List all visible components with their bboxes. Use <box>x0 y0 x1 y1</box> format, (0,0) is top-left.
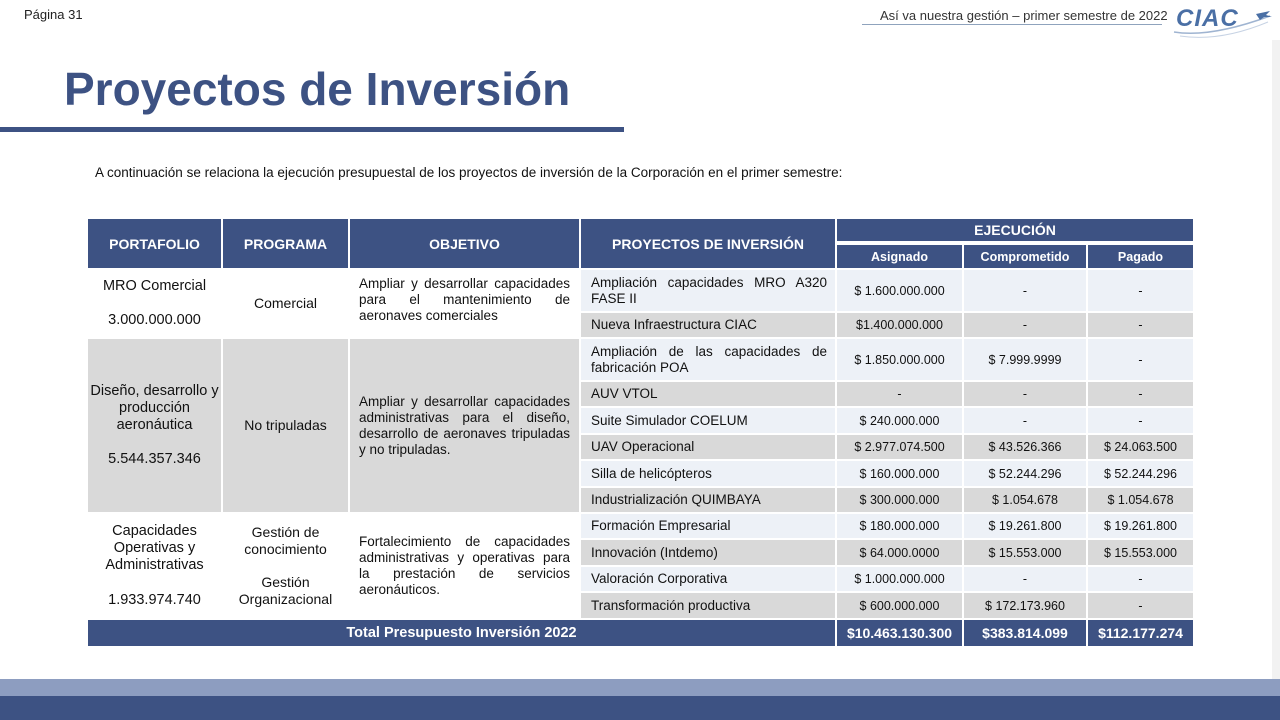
total-asignado: $10.463.130.300 <box>836 619 963 647</box>
ciac-logo <box>1170 2 1274 42</box>
investment-table <box>86 217 1195 648</box>
table-row <box>87 269 1194 312</box>
header-ejecucion: EJECUCIÓN <box>836 218 1194 243</box>
portafolio-cell <box>87 338 222 513</box>
portafolio-amount: 3.000.000.000 <box>108 312 201 328</box>
total-row <box>87 619 1194 647</box>
project-name: Ampliación capacidades MRO A320 FASE II <box>580 269 836 312</box>
svg-text:CIAC: CIAC <box>1176 5 1239 32</box>
project-name: Nueva Infraestructura CIAC <box>580 312 836 338</box>
programa-name-2: Gestión Organizacional <box>238 574 333 607</box>
comprometido-value: - <box>963 407 1087 434</box>
pagado-value: $ 19.261.800 <box>1087 513 1194 539</box>
total-label: Total Presupuesto Inversión 2022 <box>87 619 836 647</box>
intro-text: A continuación se relaciona la ejecución presupuestal de los proyectos de inversión de la Corporación en el primer semestre: <box>95 165 843 180</box>
footer-band-light <box>0 679 1280 696</box>
pagado-value: - <box>1087 381 1194 407</box>
header-note: Así va nuestra gestión – primer semestre de 2022 <box>880 8 1168 23</box>
header-programa: PROGRAMA <box>222 218 349 269</box>
pagado-value: - <box>1087 312 1194 338</box>
project-name: Formación Empresarial <box>580 513 836 539</box>
programa-cell: No tripuladas <box>222 338 349 513</box>
header-pagado: Pagado <box>1087 243 1194 269</box>
header-objetivo: OBJETIVO <box>349 218 580 269</box>
comprometido-value: $ 1.054.678 <box>963 487 1087 513</box>
page-number: Página 31 <box>24 7 83 22</box>
page-edge-shadow <box>1272 40 1280 680</box>
portafolio-name: Capacidades Operativas y Administrativas <box>105 523 204 573</box>
portafolio-name: Diseño, desarrollo y producción aeronáutica <box>90 383 219 433</box>
table-row <box>87 513 1194 539</box>
pagado-value: - <box>1087 269 1194 312</box>
objetivo-cell: Ampliar y desarrollar capacidades administrativas para el diseño, desarrollo de aeronaves tripuladas y no tripuladas. <box>349 338 580 513</box>
table-row <box>87 338 1194 381</box>
project-name: Ampliación de las capacidades de fabricación POA <box>580 338 836 381</box>
portafolio-cell <box>87 513 222 619</box>
portafolio-cell <box>87 269 222 338</box>
asignado-value: $ 1.000.000.000 <box>836 566 963 592</box>
footer-band-dark <box>0 696 1280 720</box>
pagado-value: $ 1.054.678 <box>1087 487 1194 513</box>
asignado-value: $1.400.000.000 <box>836 312 963 338</box>
asignado-value: $ 180.000.000 <box>836 513 963 539</box>
pagado-value: - <box>1087 592 1194 619</box>
portafolio-amount: 1.933.974.740 <box>108 592 201 608</box>
project-name: Innovación (Intdemo) <box>580 539 836 566</box>
asignado-value: $ 1.600.000.000 <box>836 269 963 312</box>
objetivo-cell: Ampliar y desarrollar capacidades para el mantenimiento de aeronaves comerciales <box>349 269 580 338</box>
programa-cell <box>222 513 349 619</box>
title-underline <box>0 127 624 132</box>
asignado-value: $ 64.000.0000 <box>836 539 963 566</box>
header-divider <box>862 24 1162 25</box>
pagado-value: $ 15.553.000 <box>1087 539 1194 566</box>
comprometido-value: - <box>963 269 1087 312</box>
header-portafolio: PORTAFOLIO <box>87 218 222 269</box>
project-name: Industrialización QUIMBAYA <box>580 487 836 513</box>
asignado-value: - <box>836 381 963 407</box>
comprometido-value: $ 43.526.366 <box>963 434 1087 460</box>
comprometido-value: - <box>963 566 1087 592</box>
comprometido-value: $ 52.244.296 <box>963 460 1087 487</box>
pagado-value: - <box>1087 566 1194 592</box>
header-comprometido: Comprometido <box>963 243 1087 269</box>
portafolio-amount: 5.544.357.346 <box>108 451 201 467</box>
comprometido-value: - <box>963 381 1087 407</box>
asignado-value: $ 1.850.000.000 <box>836 338 963 381</box>
project-name: Silla de helicópteros <box>580 460 836 487</box>
comprometido-value: $ 172.173.960 <box>963 592 1087 619</box>
project-name: UAV Operacional <box>580 434 836 460</box>
total-comprometido: $383.814.099 <box>963 619 1087 647</box>
programa-name: Gestión de conocimiento <box>244 524 327 557</box>
pagado-value: - <box>1087 338 1194 381</box>
asignado-value: $ 240.000.000 <box>836 407 963 434</box>
project-name: Suite Simulador COELUM <box>580 407 836 434</box>
pagado-value: $ 24.063.500 <box>1087 434 1194 460</box>
programa-cell: Comercial <box>222 269 349 338</box>
project-name: AUV VTOL <box>580 381 836 407</box>
comprometido-value: $ 15.553.000 <box>963 539 1087 566</box>
comprometido-value: $ 19.261.800 <box>963 513 1087 539</box>
header-proyectos: PROYECTOS DE INVERSIÓN <box>580 218 836 269</box>
asignado-value: $ 160.000.000 <box>836 460 963 487</box>
total-pagado: $112.177.274 <box>1087 619 1194 647</box>
header-asignado: Asignado <box>836 243 963 269</box>
comprometido-value: - <box>963 312 1087 338</box>
comprometido-value: $ 7.999.9999 <box>963 338 1087 381</box>
objetivo-cell: Fortalecimiento de capacidades administrativas y operativas para la prestación de servicios aeronáuticos. <box>349 513 580 619</box>
project-name: Valoración Corporativa <box>580 566 836 592</box>
portafolio-name: MRO Comercial <box>102 278 207 294</box>
asignado-value: $ 600.000.000 <box>836 592 963 619</box>
pagado-value: $ 52.244.296 <box>1087 460 1194 487</box>
pagado-value: - <box>1087 407 1194 434</box>
page-title: Proyectos de Inversión <box>64 63 571 115</box>
asignado-value: $ 2.977.074.500 <box>836 434 963 460</box>
project-name: Transformación productiva <box>580 592 836 619</box>
asignado-value: $ 300.000.000 <box>836 487 963 513</box>
